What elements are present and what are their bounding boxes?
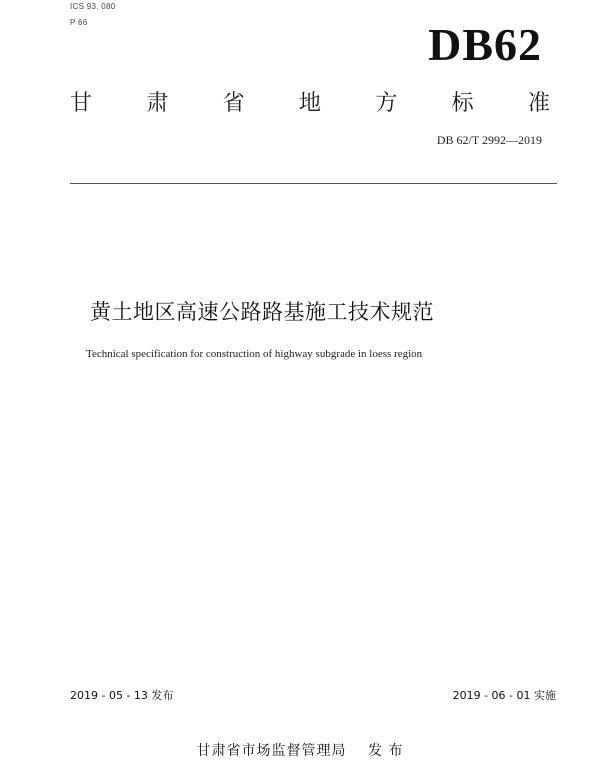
implementation-date: 2019 - 06 - 01 实施 bbox=[452, 689, 556, 702]
ccs-code: P 66 bbox=[70, 18, 88, 27]
standard-type-char: 标 bbox=[451, 91, 474, 116]
header-divider bbox=[70, 183, 557, 184]
publisher-name: 甘肃省市场监督管理局 bbox=[196, 743, 347, 759]
publisher-action: 发 布 bbox=[368, 743, 404, 759]
standard-number: DB 62/T 2992—2019 bbox=[436, 133, 542, 147]
standard-type-char: 省 bbox=[222, 91, 245, 116]
standard-type-heading bbox=[70, 86, 550, 117]
standard-type-char: 肃 bbox=[146, 91, 169, 116]
standard-code-logo: DB62 bbox=[428, 19, 542, 70]
standard-type-char: 甘 bbox=[70, 91, 93, 116]
ics-code: ICS 93. 080 bbox=[70, 2, 116, 11]
publisher-line bbox=[0, 740, 600, 760]
issue-date: 2019 - 05 - 13 发布 bbox=[70, 689, 174, 702]
document-title-english: Technical specification for construction of highway subgrade in loess region bbox=[86, 348, 423, 360]
standard-type-char: 方 bbox=[375, 91, 398, 116]
standard-type-char: 准 bbox=[527, 91, 550, 116]
document-title-chinese: 黄土地区高速公路路基施工技术规范 bbox=[90, 300, 434, 324]
standard-type-char: 地 bbox=[298, 91, 321, 116]
